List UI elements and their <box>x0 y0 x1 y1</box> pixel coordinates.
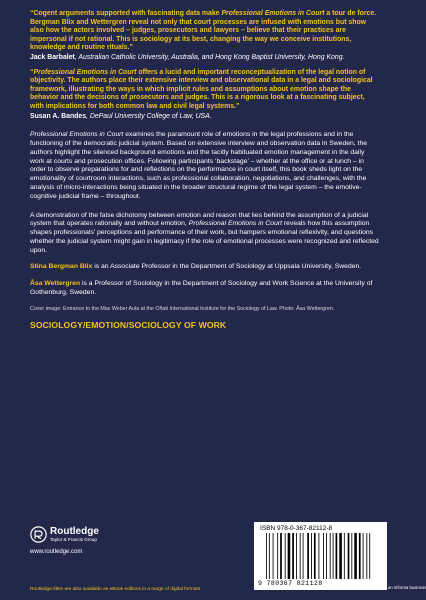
barcode-bar <box>269 533 270 579</box>
barcode-bar <box>303 533 304 579</box>
description-paragraph-1 <box>30 131 380 201</box>
description-paragraph-2 <box>30 212 380 256</box>
reviewer-affiliation: , DePaul University College of Law, USA. <box>86 112 212 120</box>
barcode-bar <box>280 533 282 579</box>
publisher-name: Routledge <box>50 525 99 537</box>
barcode-bar <box>314 533 316 579</box>
barcode-bar <box>296 533 297 579</box>
author-bio-text: is an Associate Professor in the Department of Sociology at Uppsala University, Sweden. <box>92 263 362 271</box>
barcode-bar <box>359 533 361 579</box>
author-name: Åsa Wettergren <box>30 280 81 288</box>
reviewer-name: Jack Barbalet <box>30 53 75 61</box>
barcode-bar <box>273 533 274 579</box>
barcode-bar <box>351 533 352 579</box>
description-text: A demonstration of the false dichotomy between emotion and reason that lies behind the assumption of a judicial system that operates rationally and without emotion, <box>30 211 369 228</box>
publisher-website: www.routledge.com <box>30 549 83 555</box>
ebook-note: Routledge titles are also available as eBook editions in a range of digital formats <box>30 587 201 592</box>
barcode-bar <box>285 533 286 579</box>
quote-book-title: Professional Emotions in Court <box>221 10 325 17</box>
barcode-digits: 9 780367 821128 <box>258 580 323 587</box>
publisher-group: Taylor & Francis Group <box>50 536 97 542</box>
barcode-bar <box>266 533 267 579</box>
cover-credit: Cover image: Entrance to the Max Weber Aula at the Oñati International Institute for the Sociology of Law. Photo: Åsa Wettergren. <box>30 305 335 312</box>
review-quote <box>30 69 380 112</box>
review-author <box>30 54 380 63</box>
barcode-bar <box>319 533 320 579</box>
barcode-icon <box>264 533 377 579</box>
author-bio-1 <box>30 263 380 272</box>
informa-note: an informa business <box>388 585 426 590</box>
author-name: Stina Bergman Blix <box>30 263 93 271</box>
barcode-bar <box>333 533 334 579</box>
barcode-bar <box>277 533 278 579</box>
publisher-name-block <box>50 527 99 543</box>
quote-text: “Cogent arguments supported with fascinating data make <box>30 10 222 17</box>
review-1 <box>30 10 380 63</box>
barcode-bar <box>354 533 357 579</box>
subject-category: SOCIOLOGY/EMOTION/SOCIOLOGY OF WORK <box>30 319 227 330</box>
book-title: Professional Emotions in Court <box>30 131 124 139</box>
review-author <box>30 113 380 122</box>
author-bio-text: is a Professor of Sociology in the Department of Sociology and Work Science at the University of Gothenburg, Sweden. <box>30 280 373 297</box>
barcode-bar <box>323 533 324 579</box>
description-text: reveals how this assumption shapes professionals’ perceptions and performance of their work, but hampers emotional reflexivity, and questions whether the judicial system might gain in legitimacy if the role of emotional processes were recognized and reflected upon. <box>30 220 379 254</box>
barcode-bar <box>307 533 309 579</box>
routledge-logo-icon <box>30 526 47 543</box>
bottom-bar <box>30 522 426 592</box>
barcode-bar <box>326 533 327 579</box>
isbn-label: ISBN 978-0-367-82112-8 <box>260 525 333 532</box>
book-title: Professional Emotions in Court <box>188 220 282 228</box>
reviewer-affiliation: , Australian Catholic University, Australia, and Hong Kong Baptist University, Hong Kong. <box>74 53 345 61</box>
reviewer-name: Susan A. Bandes <box>30 112 87 120</box>
barcode-bar <box>363 533 364 579</box>
review-quote <box>30 10 380 53</box>
barcode-bar <box>292 533 294 579</box>
quote-text: offers a lucid and important reconceptualization of the legal notion of objectivity. The authors place their extensive interview and observational data in a legal and sociological framework, illustrating the ways in which implicit rules and assumptions about emotion shape the behavior and the decisions of prosecutors and judges. This is a rigorous look at a fascinating subject, with implications for both common law and civil legal systems.” <box>30 68 373 110</box>
barcode-bar <box>300 533 301 579</box>
barcode-box <box>254 522 387 590</box>
description-text: examines the paramount role of emotions in the legal professions and in the functioning of the democratic judicial system. Based on extensive interview and observation data in Sweden, the authors highlight the silenced background emotions and the tacitly habituated emotion management in the daily work at courts and prosecution offices. Following participants ‘backstage’ – whether at the office or at lunch – in order to observe preparations for and reflections on the performance in court itself, this book sheds light on the emotionality of courtroom interactions, such as professional collaboration, negotiations, and challenges, with the analysis of micro-interactions being situated in the broader structural regime of the legal system – the emotive-cognitive judicial frame – throughout. <box>30 131 368 200</box>
barcode-bar <box>330 533 331 579</box>
publisher-logo <box>30 526 99 543</box>
publisher-block <box>30 526 99 555</box>
barcode-bar <box>348 533 350 579</box>
barcode-bar <box>369 533 370 579</box>
quote-book-title: Professional Emotions in Court <box>33 68 137 76</box>
author-bio-2 <box>30 280 380 298</box>
quote-text: a tour de force. Bergman Blix and Wettergren reveal not only that court processes are infused with emotions but show also how the actors involved – judges, prosecutors and lawyers – believe that their practices are impersonal if not rational. This is sociology at its best, changing the way we conceive institutions, knowledge and routine rituals.” <box>30 10 377 52</box>
barcode-bar <box>311 533 312 579</box>
quote-text: “ <box>30 68 34 76</box>
review-2 <box>30 69 380 122</box>
barcode-bar <box>366 533 367 579</box>
barcode-bar <box>288 533 291 579</box>
barcode-bar <box>339 533 342 579</box>
barcode-bar <box>344 533 345 579</box>
barcode-bar <box>336 533 338 579</box>
